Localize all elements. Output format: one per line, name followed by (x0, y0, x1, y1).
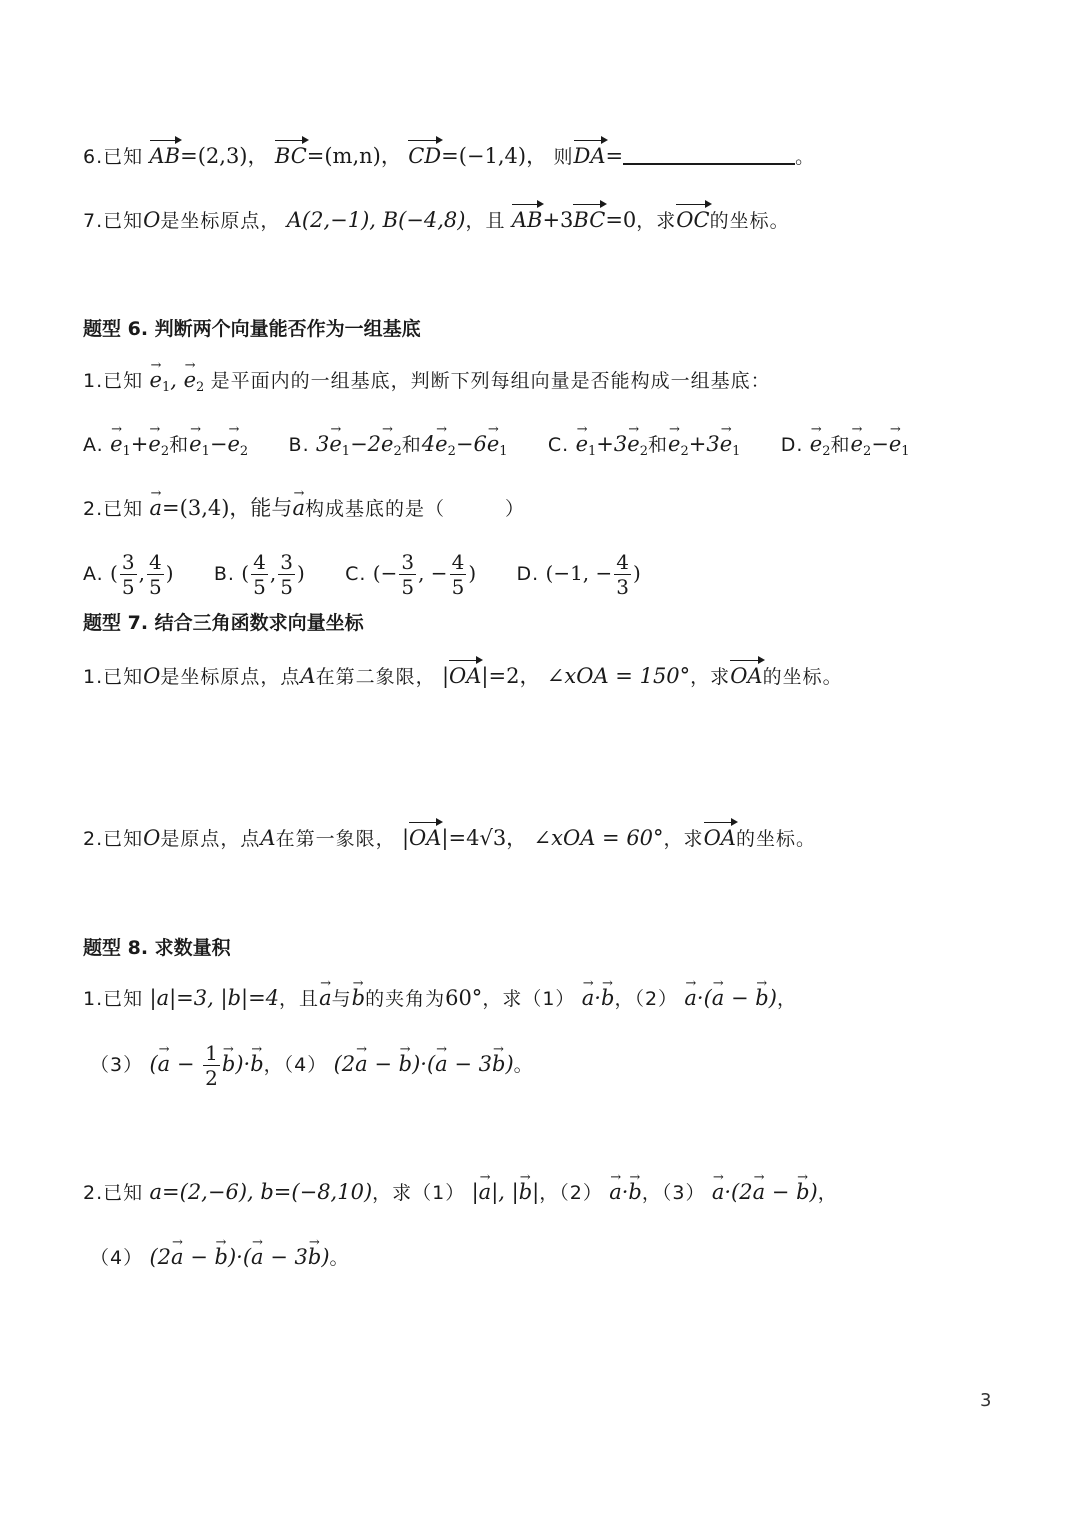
option-b: B. $3\to e_1-2\to e_2$和$4\to e_2-6\to e_1$ (289, 432, 508, 456)
vector-DA: DA (574, 138, 606, 170)
option-c: C. → $e_1+3\to e_2$和→ $e_2+3\to e_1$ (548, 432, 741, 456)
option-a: A. ( $\frac{3}{5}$ , $\frac{4}{5}$ ) (83, 550, 174, 599)
basis-question-1-options (83, 430, 944, 466)
vector-BC: BC (275, 138, 307, 170)
vector-AB: AB (150, 138, 181, 170)
option-b: B. ( $\frac{4}{5}$ , $\frac{3}{5}$ ) (213, 550, 305, 599)
page-number: 3 (980, 1390, 992, 1411)
option-d: D. → $e_2$和→ $e_2-\to e_1$ (781, 432, 910, 456)
dot-question-1: 1.已知 |a|=3, |b|=4，且→ a与→ b的夹角为60°，求（1） → a·→ b，（2） → a·(→ a − → b)， (83, 984, 797, 1013)
section-heading-8: 题型 8. 求数量积 (83, 937, 231, 959)
section-heading-7: 题型 7. 结合三角函数求向量坐标 (83, 612, 364, 634)
trig-question-1: 1.已知O是坐标原点，点A在第二象限， |OA|=2， ∠xOA = 150°，求OA的坐标。 (83, 658, 843, 691)
dot-question-2: 2.已知 a=(2,−6), b=(−8,10)，求（1） |→ a|, |→ b|，（2） → a·→ b，（3） → a·(2→ a − → b)， (83, 1178, 838, 1207)
option-a: A. → $e_1+\to e_2$和→ $e_1-\to e_2$ (83, 432, 248, 456)
vector-CD: CD (408, 138, 441, 170)
basis-question-1: 1.已知 → $e_1$, → $e_2$ 是平面内的一组基底，判断下列每组向量是否能构成一组基底： (83, 366, 771, 402)
basis-question-2: 2.已知 → a=(3,4)，能与→ a构成基底的是（ ） (83, 494, 525, 523)
basis-question-2-options (83, 545, 675, 602)
answer-blank (623, 163, 795, 165)
section-heading-6: 题型 6. 判断两个向量能否作为一组基底 (83, 318, 421, 340)
option-d: D. (−1, − $\frac{4}{3}$ ) (516, 550, 641, 599)
dot-question-2-cont: （4） (2→ a − → b)·(→ a − 3→ b)。 (90, 1243, 350, 1272)
trig-question-2: 2.已知O是原点，点A在第一象限， |OA|=4√3， ∠xOA = 60°，求OA的坐标。 (83, 820, 816, 853)
question-6: 6.已知 AB=(2,3)， BC=(m,n)， CD=(−1,4)， 则DA= 。 (83, 138, 815, 171)
dot-question-1-cont: （3） (→ a − $\frac{1}{2}$ → b)·→ b，（4） (2→ a − → b)·(→ a − 3→ b)。 (90, 1036, 534, 1093)
option-c: C. (− $\frac{3}{5}$ , − $\frac{4}{5}$ ) (345, 550, 477, 599)
question-7: 7.已知O是坐标原点， A(2,−1), B(−4,8)，且 AB+3BC=0，求OC的坐标。 (83, 202, 790, 235)
